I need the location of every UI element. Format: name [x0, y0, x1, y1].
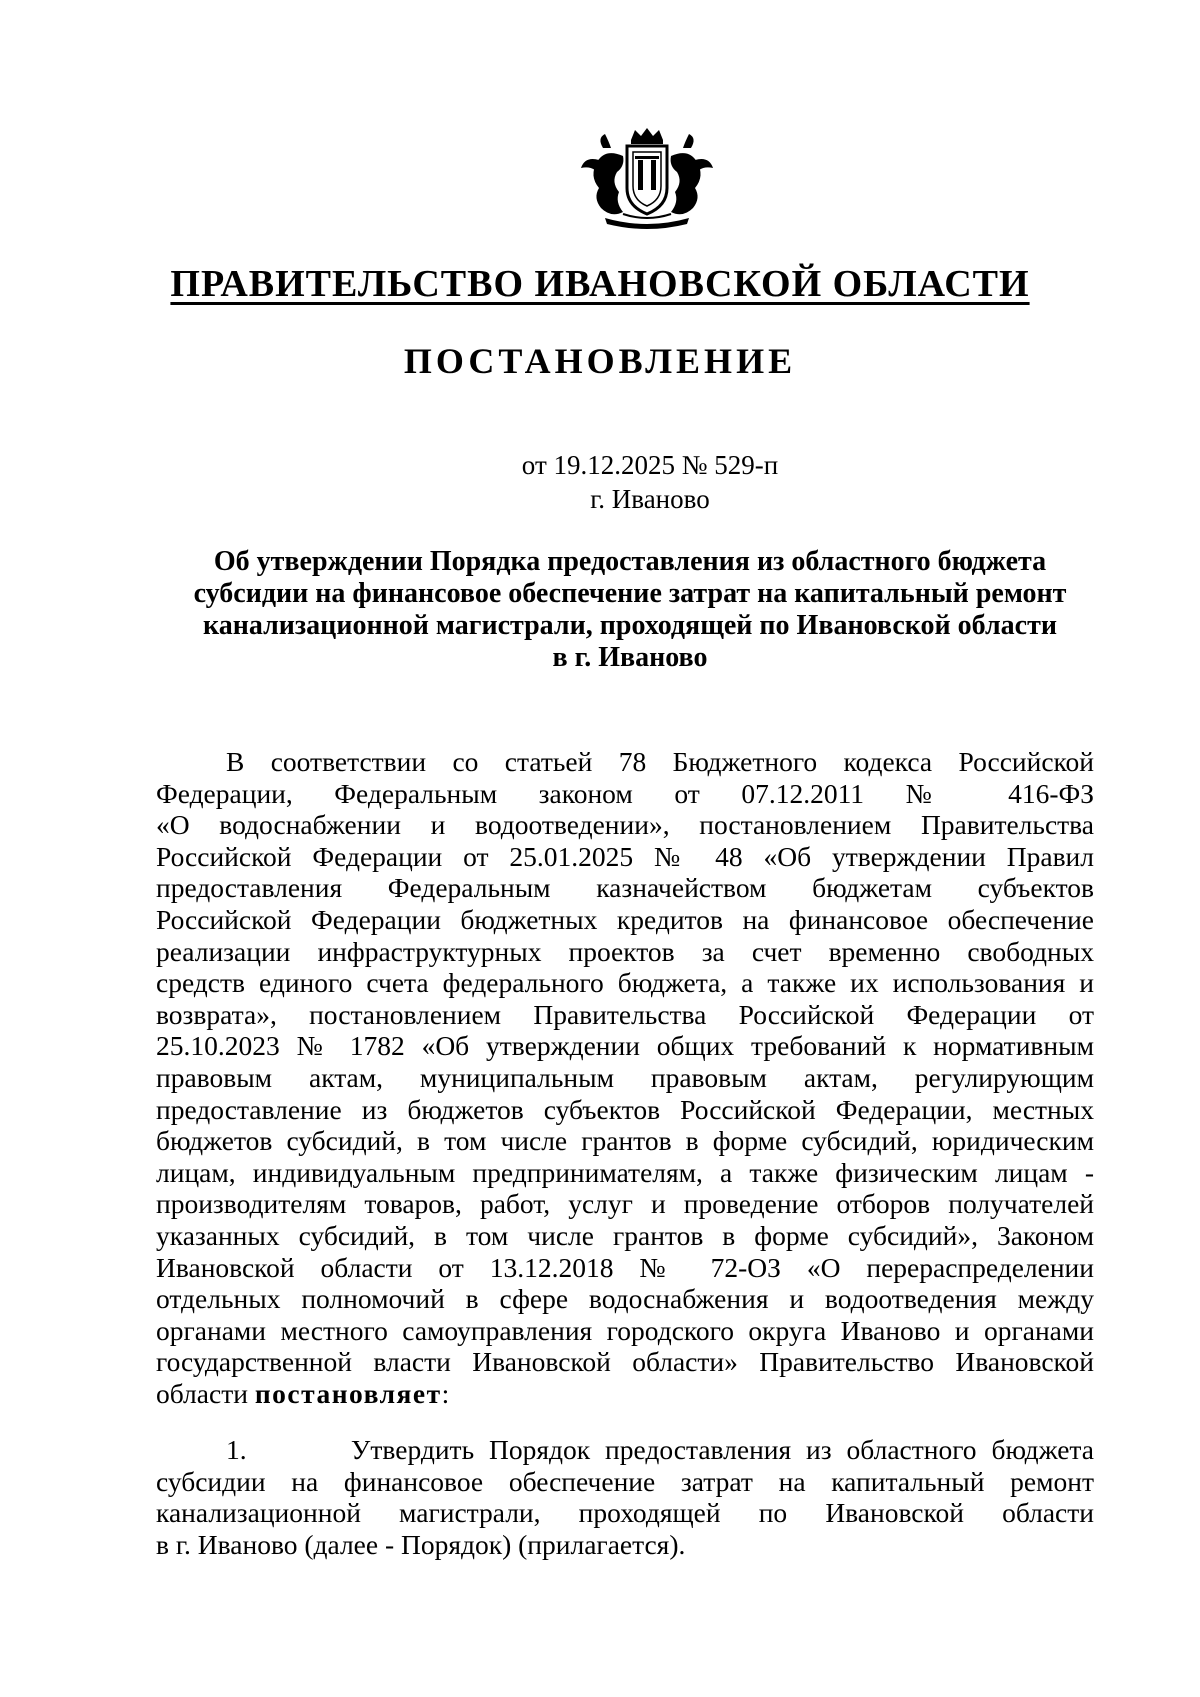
preamble-prefix: области — [156, 1377, 255, 1409]
preamble-line: средств единого счета федерального бюджета, а также их использования и — [156, 967, 1094, 999]
item-line: субсидии на финансовое обеспечение затрат на капитальный ремонт — [156, 1465, 1094, 1497]
preamble-line: предоставления Федеральным казначейством бюджетам субъектов — [156, 872, 1094, 904]
preamble-line: производителям товаров, работ, услуг и проведение отборов получателей — [156, 1188, 1094, 1220]
preamble-line: Ивановской области от 13.12.2018 № 72-ОЗ «О перераспределении — [156, 1251, 1094, 1283]
preamble-line-final — [156, 1378, 1094, 1410]
preamble-line: лицам, индивидуальным предпринимателям, а также физическим лицам - — [156, 1156, 1094, 1188]
preamble-line: возврата», постановлением Правительства Российской Федерации от — [156, 998, 1094, 1030]
preamble-line: правовым актам, муниципальным правовым актам, регулирующим — [156, 1061, 1094, 1093]
subject-line: канализационной магистрали, проходящей по Ивановской области — [203, 610, 1057, 641]
preamble-line: Российской Федерации от 25.01.2025 № 48 «Об утверждении Правил — [156, 840, 1094, 872]
preamble-line: Федерации, Федеральным законом от 07.12.2011 № 416-ФЗ — [156, 777, 1094, 809]
subject-line: Об утверждении Порядка предоставления из областного бюджета — [213, 546, 1047, 577]
item-line: канализационной магистрали, проходящей по Ивановской области — [156, 1497, 1094, 1529]
preamble-line: органами местного самоуправления городского округа Иваново и органами — [156, 1314, 1094, 1346]
item-1-paragraph — [156, 1434, 1094, 1560]
organization-title: ПРАВИТЕЛЬСТВО ИВАНОВСКОЙ ОБЛАСТИ — [170, 263, 1030, 305]
document-date-number: от 19.12.2025 № 529-п — [521, 450, 779, 480]
item-line: 1. Утвердить Порядок предоставления из областного бюджета — [226, 1434, 1094, 1465]
coat-of-arms-icon — [575, 126, 719, 230]
preamble-line: «О водоснабжении и водоотведении», постановлением Правительства — [156, 809, 1094, 841]
preamble-line: отдельных полномочий в сфере водоснабжения и водоотведения между — [156, 1283, 1094, 1315]
preamble-line: Российской Федерации бюджетных кредитов на финансовое обеспечение — [156, 903, 1094, 935]
document-meta — [0, 448, 1200, 516]
preamble-paragraph — [156, 746, 1094, 1409]
document-type: ПОСТАНОВЛЕНИЕ — [403, 341, 797, 381]
preamble-line: государственной власти Ивановской области» Правительство Ивановской — [156, 1346, 1094, 1378]
subject-line: субсидии на финансовое обеспечение затрат на капитальный ремонт — [193, 578, 1067, 609]
preamble-line: В соответствии со статьей 78 Бюджетного кодекса Российской — [226, 746, 1094, 777]
preamble-suffix: : — [441, 1377, 450, 1409]
item-line: в г. Иваново (далее - Порядок) (прилагается). — [156, 1528, 686, 1560]
subject-line: в г. Иваново — [552, 642, 708, 673]
document-city: г. Иваново — [590, 484, 710, 514]
preamble-line: 25.10.2023 № 1782 «Об утверждении общих требований к нормативным — [156, 1030, 1094, 1062]
preamble-line: предоставление из бюджетов субъектов Российской Федерации, местных — [156, 1093, 1094, 1125]
resolution-keyword: постановляет — [254, 1377, 442, 1409]
preamble-line: бюджетов субсидий, в том числе грантов в форме субсидий, юридическим — [156, 1125, 1094, 1157]
preamble-line: указанных субсидий, в том числе грантов в форме субсидий», Законом — [156, 1219, 1094, 1251]
preamble-line: реализации инфраструктурных проектов за счет временно свободных — [156, 935, 1094, 967]
document-subject — [150, 546, 1110, 674]
